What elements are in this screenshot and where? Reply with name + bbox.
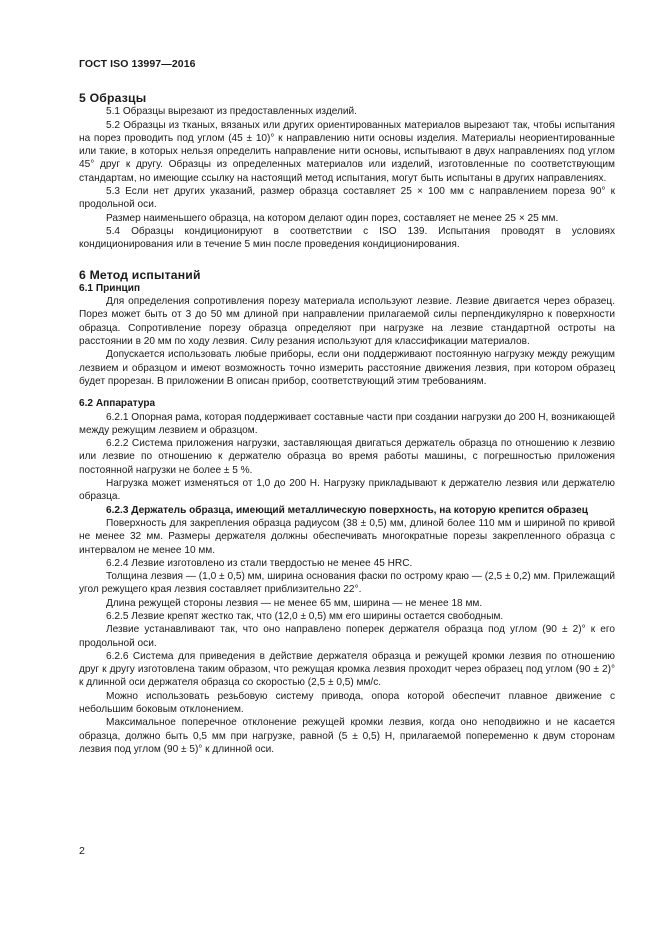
clause-6-2-5: 6.2.5 Лезвие крепят жестко так, что (12,0 ± 0,5) мм его ширины остается свободным.: [106, 610, 504, 622]
subsection-6-2-title: 6.2 Аппаратура: [79, 398, 156, 410]
clause-6-2-4-thickness: Толщина лезвия — (1,0 ± 0,5) мм, ширина основания фаски по острому краю — (2,5 ± 0,2) мм. Прилежащий угол режущего края лезвия составляет приблизительно 22°.: [79, 571, 615, 596]
clause-6-2-4: 6.2.4 Лезвие изготовлено из стали твердостью не менее 45 HRC.: [106, 557, 413, 569]
clause-5-4: 5.4 Образцы кондиционируют в соответствии с ISO 139. Испытания проводят в условиях кондиционирования или в течение 5 мин после проведения кондиционирования.: [79, 225, 615, 251]
page-content: [79, 92, 615, 756]
clause-6-2-6: 6.2.6 Система для приведения в действие держателя образца и режущей кромки лезвия по отношению друг к другу изготовлена таким образом, что режущая кромка лезвия проходит через образец под углом (90 ± 2)° к длинной оси держателя образца со скоростью (2,5 ± 0,5) мм/с.: [79, 650, 615, 689]
subsection-6-1-title: 6.1 Принцип: [79, 282, 141, 294]
page-number: 2: [79, 845, 85, 857]
clause-5-2: 5.2 Образцы из тканых, вязаных или других ориентированных материалов вырезают так, чтобы испытания на порез проводить под углом (45 ± 10)° к направлению нити основы изделия. Материалы неориентированные или такие, в которых нельзя определить направление нити основы, испытывают в двух направлениях под углом 45° друг к другу. Образцы из определенных материалов или изделий, изготовленные по соответствующим стандартам, но имеющие ссылку на настоящий метод испытания, могут быть испытаны в других направлениях.: [79, 119, 615, 184]
clause-6-2-6-deflection: Максимальное поперечное отклонение режущей кромки лезвия, когда оно неподвижно и не касается образца, должно быть 0,5 мм при нагрузке, равной (5 ± 0,5) Н, прилагаемой попеременно к двум сторонам лезвия под углом (90 ± 5)° к длинной оси.: [79, 717, 615, 755]
clause-6-2-6-drive: Можно использовать резьбовую систему привода, опора которой обеспечит плавное движение с небольшим боковым отклонением.: [79, 690, 615, 716]
clause-6-2-2-note: Нагрузка может изменяться от 1,0 до 200 Н. Нагрузку прикладывают к держателю лезвия или держателю образца.: [79, 478, 615, 503]
clause-6-2-3-body: Поверхность для закрепления образца радиусом (38 ± 0,5) мм, длиной более 110 мм и шириной по кривой не менее 32 мм. Размеры держателя должны обеспечивать многократные порезы закрепленного образца с интервалом не менее 10 мм.: [79, 517, 615, 556]
clause-5-3-note: Размер наименьшего образца, на котором делают один порез, составляет не менее 25 × 25 мм.: [106, 212, 559, 224]
clause-6-2-4-length: Длина режущей стороны лезвия — не менее 65 мм, ширина — не менее 18 мм.: [106, 597, 483, 609]
section-6-title: 6 Метод испытаний: [79, 267, 201, 282]
clause-5-1: 5.1 Образцы вырезают из предоставленных изделий.: [106, 106, 357, 118]
document-header: ГОСТ ISO 13997—2016: [79, 58, 196, 70]
clause-6-2-3-title: 6.2.3 Держатель образца, имеющий металлическую поверхность, на которую крепится образец: [106, 504, 588, 516]
clause-6-1-para-1: Для определения сопротивления порезу материала используют лезвие. Лезвие двигается через образец. Порез может быть от 3 до 50 мм длиной при направлении прилагаемой силы перпендикулярно к поверхности образца. Сопротивление порезу образца определяют при нагрузке на лезвие стандартной остроты на расстоянии в 20 мм по ходу лезвия. Силу резания используют для классификации материалов.: [79, 296, 615, 348]
clause-6-2-2: 6.2.2 Система приложения нагрузки, заставляющая двигаться держатель образца по отношению к лезвию или лезвие по отношению к держателю образца во время работы машины, с погрешностью приложения постоянной нагрузки не более ± 5 %.: [79, 438, 615, 476]
clause-5-3: 5.3 Если нет других указаний, размер образца составляет 25 × 100 мм с направлением пореза 90° к продольной оси.: [79, 186, 615, 211]
section-5-title: 5 Образцы: [79, 91, 147, 105]
clause-6-2-5-orientation: Лезвие устанавливают так, что оно направлено поперек держателя образца под углом (90 ± 2)° к его продольной оси.: [79, 624, 615, 649]
clause-6-2-1: 6.2.1 Опорная рама, которая поддерживает составные части при создании нагрузки до 200 Н, возникающей между режущим лезвием и образцом.: [79, 411, 615, 436]
clause-6-1-para-2: Допускается использовать любые приборы, если они поддерживают постоянную нагрузку между режущим лезвием и образцом и имеют возможность точно измерить расстояние движения лезвия, при котором образец будет прорезан. В приложении В описан прибор, соответствующий этим требованиям.: [79, 349, 615, 387]
